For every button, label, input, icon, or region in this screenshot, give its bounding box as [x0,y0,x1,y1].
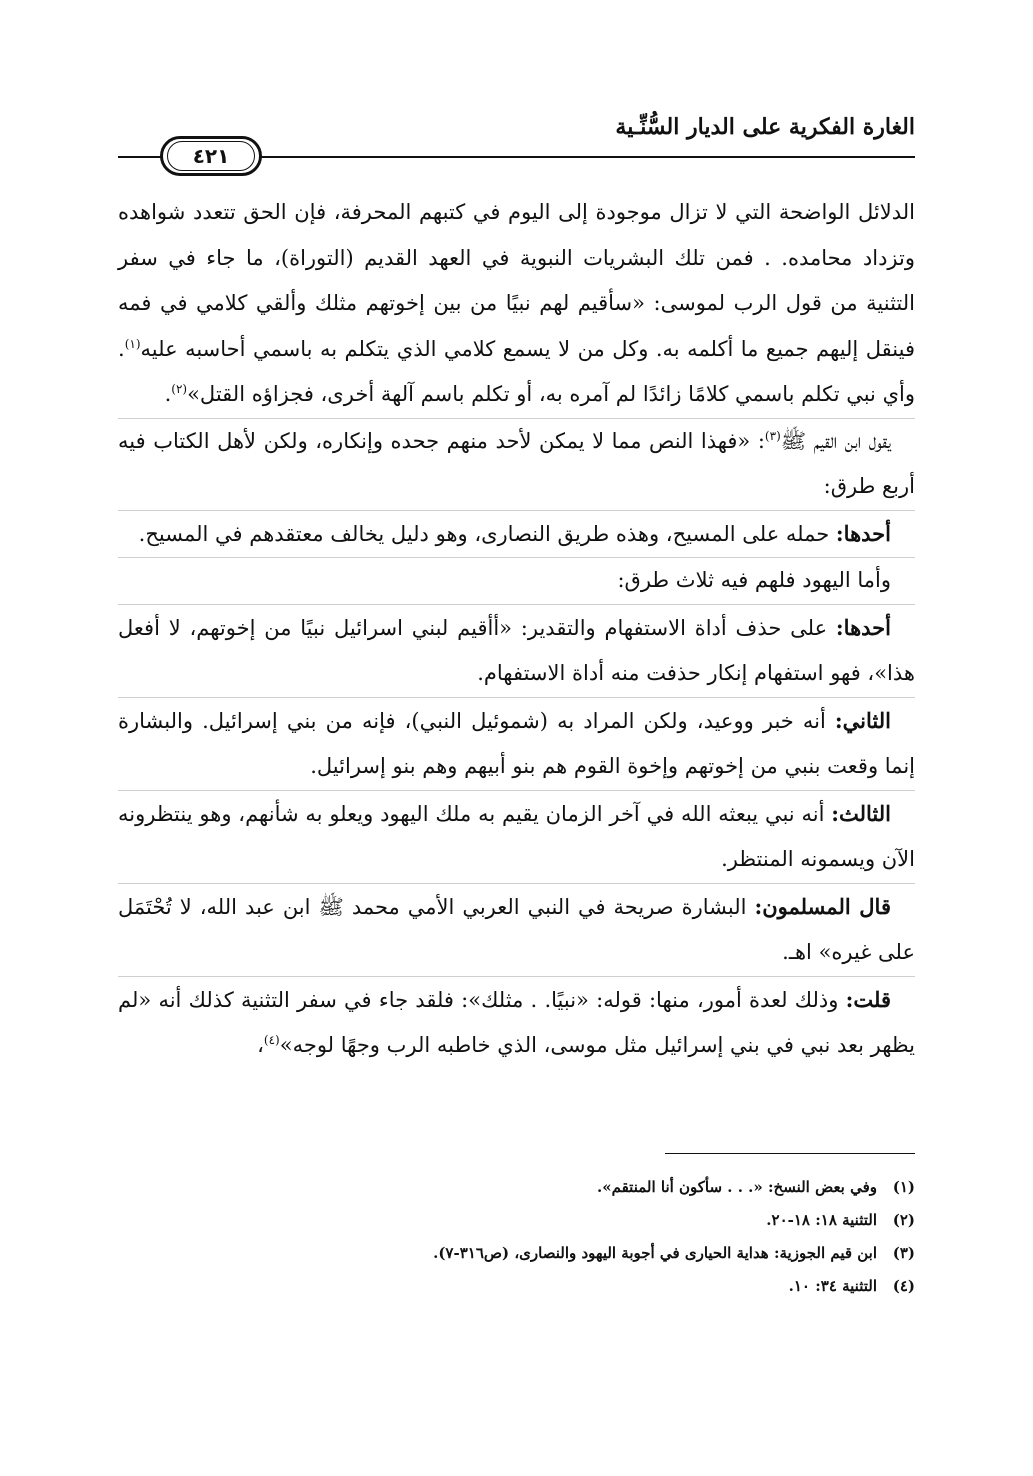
footnote-reference[interactable]: (١) [124,336,141,351]
footnote-text: التثنية ٣٤: ١٠. [788,1277,877,1295]
footnote-text: التثنية ١٨: ١٨-٢٠. [766,1211,877,1229]
paragraph-text: وذلك لعدة أمور، منها: قوله: «نبيًا. . مثلك»: فلقد جاء في سفر التثنية كذلك أنه «لم يظهر بعد نبي في بني إسرائيل مثل موسى، الذي خاطبه الرب وجهًا لوجه» [118,987,915,1057]
paragraph-text: أنه نبي يبعثه الله في آخر الزمان يقيم به ملك اليهود ويعلو به شأنهم، وهو ينتظرونه الآن ويسمونه المنتظر. [118,801,915,871]
footnote-reference[interactable]: (٢) [171,382,188,396]
paragraph [118,418,915,510]
page-number: ٤٢١ [167,141,255,171]
footnote [118,1171,915,1204]
footnotes [118,1171,915,1303]
main-text [118,190,915,1069]
footnote-text: وفي بعض النسخ: «. . . سأكون أنا المنتقم». [597,1178,877,1196]
footnote-reference[interactable]: (٣) [764,428,781,443]
paragraph-text: . وأي نبي تكلم باسمي كلامًا زائدًا لم آمره به، أو تكلم باسم آلهة أخرى، فجزاؤه القتل» [118,336,915,406]
footnote-text: ابن قيم الجوزية: هداية الحيارى في أجوبة اليهود والنصارى، (ص٣١٦-٧). [433,1244,877,1262]
paragraph [118,604,915,697]
paragraph-text: الدلائل الواضحة التي لا تزال موجودة إلى اليوم في كتبهم المحرفة، فإن الحق تتعدد شواهده وتزداد محامده. . فمن تلك البشريات النبوية في العهد القديم (التوراة)، ما جاء في سفر التثنية من قول الرب لموسى: «سأقيم لهم نبيًا من بين إخوتهم مثلك وألقي كلامي في فمه فينقل إليهم جميع ما أكلمه به. وكل من لا يسمع كلامي الذي يتكلم به باسمي أحاسبه عليه [118,200,915,361]
footnote [118,1270,915,1303]
paragraph [118,883,915,976]
paragraph-text: أنه خبر ووعيد، ولكن المراد به (شموئيل النبي)، فإنه من بني إسرائيل. والبشارة إنما وقعت بنبي من إخوتهم وإخوة القوم هم بنو أبيهم وهم بنو إسرائيل. [118,708,915,778]
running-title: الغارة الفكرية على الديار السُّنِّـية [615,114,915,140]
footnote-number: (١) [892,1178,915,1196]
paragraph-lead: الثاني: [834,707,891,733]
paragraph [118,790,915,883]
paragraph-lead: أحدها: [835,614,891,640]
footnote-number: (٣) [892,1244,915,1262]
paragraph [118,510,915,558]
paragraph-lead: قال المسلمون: [754,893,891,919]
paragraph [118,557,915,604]
paragraph-text: حمله على المسيح، وهذه طريق النصارى، وهو دليل يخالف معتقدهم في المسيح. [138,521,836,546]
paragraph-lead: أحدها: [835,520,891,546]
paragraph-lead: قلت: [845,986,891,1012]
footnote-number: (٢) [892,1211,915,1229]
paragraph [118,190,915,418]
paragraph-text: . [164,382,172,406]
paragraph [118,697,915,790]
footnote-reference[interactable]: (٤) [263,1033,280,1047]
footnote-number: (٤) [892,1277,915,1295]
footnote [118,1204,915,1237]
paragraph-text: على حذف أداة الاستفهام والتقدير: «أأقيم لبني اسرائيل نبيًا من إخوتهم، لا أفعل هذا»، فهو استفهام إنكار حذفت منه أداة الاستفهام. [118,615,915,685]
page-number-badge [160,136,262,176]
paragraph-text: : «فهذا النص مما لا يمكن لأحد منهم جحده وإنكاره، ولكن لأهل الكتاب فيه أربع طرق: [118,428,915,498]
paragraph [118,976,915,1069]
paragraph-text: يقول ابن القيم ﷺ [780,428,891,453]
paragraph-text: البشارة صريحة في النبي العربي الأمي محمد ﷺ ابن عبد الله، لا تُحْتَمَل على غيره» اهـ. [118,894,915,964]
footnote [118,1237,915,1270]
paragraph-text: ، [257,1033,264,1057]
paragraph-text: وأما اليهود فلهم فيه ثلاث طرق: [617,568,891,592]
footnote-rule [665,1153,915,1154]
paragraph-lead: الثالث: [831,800,891,826]
